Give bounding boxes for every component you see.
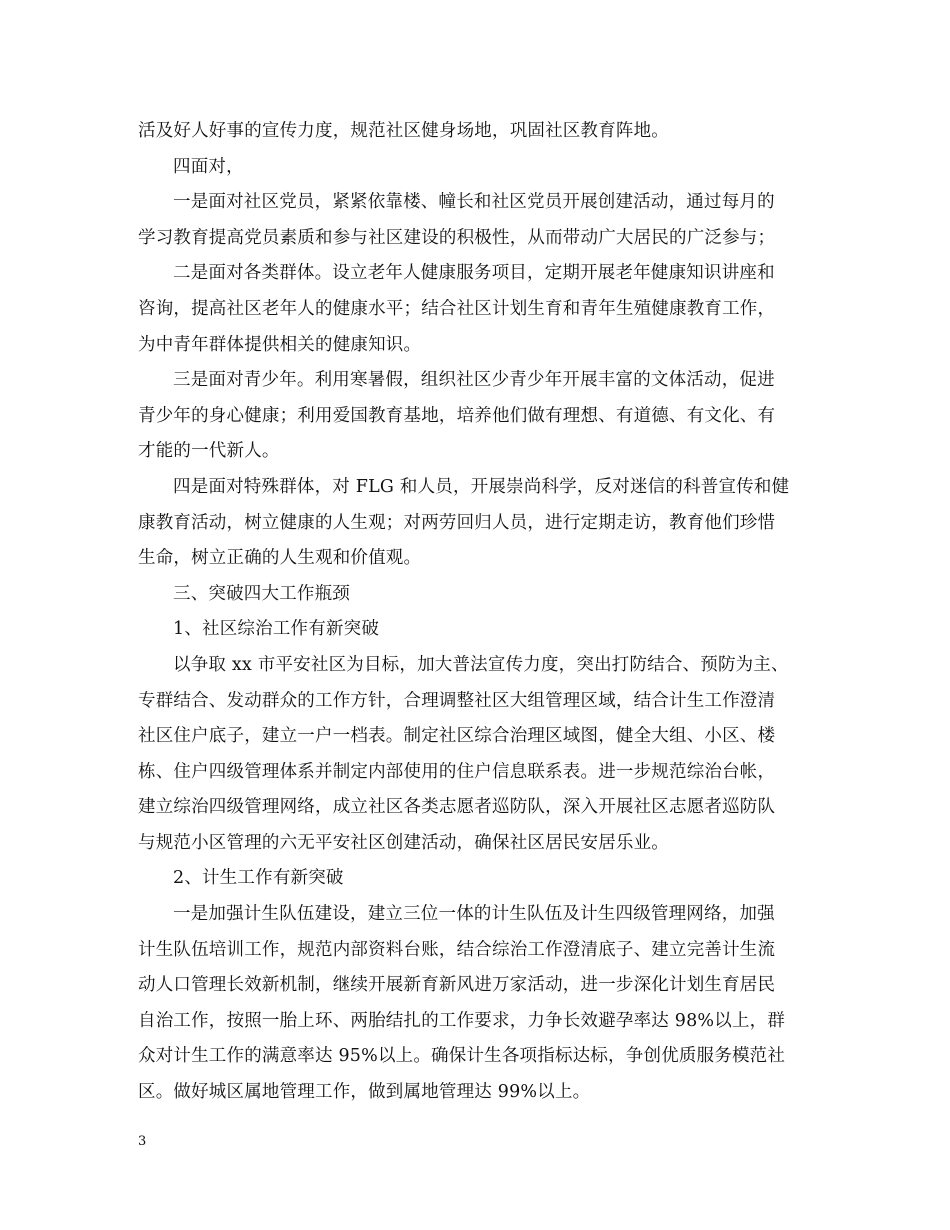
text-line: 活及好人好事的宣传力度，规范社区健身场地，巩固社区教育阵地。	[138, 121, 669, 141]
text-line: 一是加强计生队伍建设，建立三位一体的计生队伍及计生四级管理网络，加强	[173, 904, 775, 925]
text-line: 青少年的身心健康；利用爱国教育基地，培养他们做有理想、有道德、有文化、有	[138, 405, 776, 426]
text-line: 咨询，提高社区老年人的健康水平；结合社区计划生育和青年生殖健康教育工作，	[138, 298, 776, 319]
text-line: 建立综治四级管理网络，成立社区各类志愿者巡防队，深入开展社区志愿者巡防队	[138, 797, 776, 818]
text-line: 生命，树立正确的人生观和价值观。	[138, 548, 422, 569]
text-line: 2、计生工作有新突破	[173, 868, 344, 889]
text-line: 二是面对各类群体。设立老年人健康服务项目，定期开展老年健康知识讲座和	[173, 263, 775, 284]
document-body	[138, 114, 818, 1111]
text-line: 动人口管理长效新机制，继续开展新育新风进万家活动，进一步深化计划生育居民	[138, 975, 776, 996]
text-line: 四是面对特殊群体，对 FLG 和人员，开展崇尚科学，反对迷信的科普宣传和健	[173, 476, 790, 497]
text-line: 为中青年群体提供相关的健康知识。	[138, 334, 422, 355]
text-line: 专群结合、发动群众的工作方针，合理调整社区大组管理区域，结合计生工作澄清	[138, 690, 776, 711]
text-line: 自治工作，按照一胎上环、两胎结扎的工作要求，力争长效避孕率达 98%以上，群	[138, 1010, 786, 1031]
text-line: 社区住户底子，建立一户一档表。制定社区综合治理区域图，健全大组、小区、楼	[138, 726, 776, 747]
text-line: 四面对，	[173, 156, 244, 177]
page-number: 3	[138, 1134, 147, 1149]
text-line: 三、突破四大工作瓶颈	[173, 583, 350, 604]
text-line: 区。做好城区属地管理工作，做到属地管理达 99%以上。	[138, 1082, 591, 1103]
text-line: 三是面对青少年。利用寒暑假，组织社区少青少年开展丰富的文体活动，促进	[173, 370, 775, 391]
text-line: 以争取 xx 市平安社区为目标，加大普法宣传力度，突出打防结合、预防为主、	[173, 654, 789, 675]
text-line: 众对计生工作的满意率达 95%以上。确保计生各项指标达标，争创优质服务模范社	[138, 1046, 786, 1067]
text-line: 康教育活动，树立健康的人生观；对两劳回归人员，进行定期走访，教育他们珍惜	[138, 512, 776, 533]
text-line: 1、社区综治工作有新突破	[173, 619, 380, 640]
text-line: 学习教育提高党员素质和参与社区建设的积极性，从而带动广大居民的广泛参与；	[138, 227, 776, 248]
text-line: 栋、住户四级管理体系并制定内部使用的住户信息联系表。进一步规范综治台帐，	[138, 761, 776, 782]
text-line: 才能的一代新人。	[138, 441, 280, 462]
text-line: 与规范小区管理的六无平安社区创建活动，确保社区居民安居乐业。	[138, 832, 669, 853]
text-line: 一是面对社区党员，紧紧依靠楼、幢长和社区党员开展创建活动，通过每月的	[173, 192, 775, 213]
text-line: 计生队伍培训工作，规范内部资料台账，结合综治工作澄清底子、建立完善计生流	[138, 939, 776, 960]
